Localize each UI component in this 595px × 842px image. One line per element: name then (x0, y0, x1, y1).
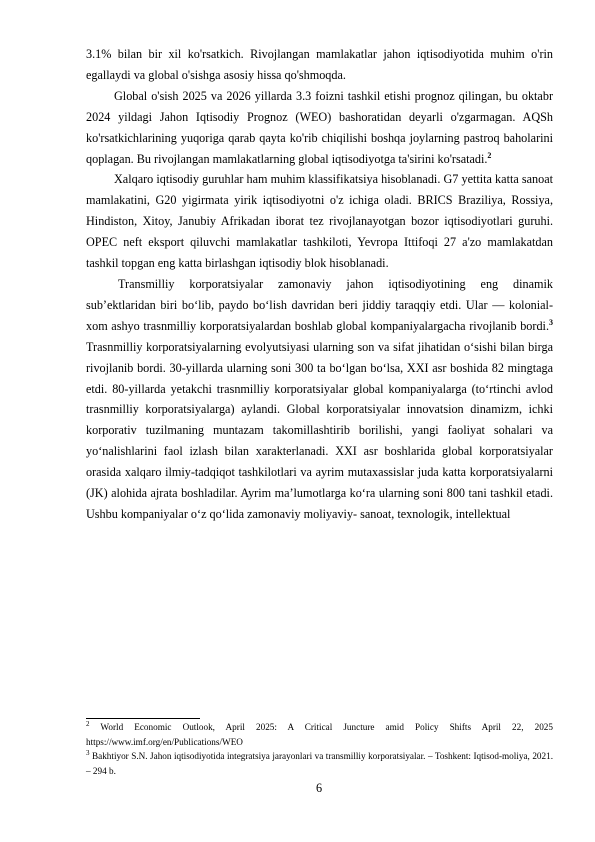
footnote-number: 3 (86, 749, 90, 757)
footnote-number: 2 (86, 720, 90, 728)
footnote-text: World Economic Outlook, April 2025: A Critical Juncture amid Policy Shifts April 22, 2025 https://www.imf.org/en/Publications/WEO (86, 722, 553, 747)
paragraph-global-growth (86, 86, 553, 170)
paragraph-text: 3.1% bilan bir xil ko'rsatkich. Rivojlangan mamlakatlar jahon iqtisodiyotida muhim o'rin egallaydi va global o'sishga asosiy hissa qo'shmoqda. (86, 47, 553, 82)
footnote-ref-2[interactable]: 2 (487, 150, 492, 160)
paragraph-text: Xalqaro iqtisodiy guruhlar ham muhim klassifikatsiya hisoblanadi. G7 yettita katta sanoat mamlakatini, G20 yigirmata yirik iqtisodiyotni o'z ichiga oladi. BRICS Braziliya, Rossiya, Hindiston, Xitoy, Janubiy Afrikadan iborat tez rivojlanayotgan bozor iqtisodiyotlari guruhi. OPEC neft eksport qiluvchi mamlakatlar tashkiloti, Yevropa Ittifoqi 27 a'zo mamlakatdan tashkil topgan eng katta birlashgan iqtisodiy blok hisoblanadi. (86, 172, 553, 271)
paragraph-tnc (86, 274, 553, 525)
paragraph-text: Global o'sish 2025 va 2026 yillarda 3.3 foizni tashkil etishi prognoz qilingan, bu oktabr 2024 yildagi Jahon Iqtisodiy Prognoz (WEO) bashoratidan deyarli o'zgarmagan. AQSh ko'rsatkichlarining yuqoriga qarab qayta ko'rib chiqilishi boshqa joylarning pastroq baholarini qoplagan. Bu rivojlangan mamlakatlarning global iqtisodiyotga ta'sirini ko'rsatadi. (86, 88, 553, 166)
paragraph-text: Trasnmilliy korporatsiyalarning evolyutsiyasi ularning son va sifat jihatidan o‘sishi bilan birga rivojlanib bordi. 30-yillarda ularning soni 300 ta bo‘lgan bo‘lsa, XXI asr boshida 82 mingtaga etdi. 80-yillarda yetakchi trasnmilliy korporatsiyalar global kompaniyalarga (to‘rtinchi avlod trasnmilliy korporatsiyalarga) aylandi. Global korporatsiyalar innovatsion dinamizm, ichki korporativ tuzilmaning muntazam takomillashtirib borilishi, yangi faoliyat sohalari va yo‘nalishlarini faol izlash bilan xarakterlanadi. XXI asr boshlarida global korporatsiyalar orasida xalqaro ilmiy-tadqiqot tashkilotlari va ayrim mutaxassislar juda katta korporatsiyalarni (JK) alohida ajrata boshladilar. Ayrim ma’lumotlarga ko‘ra ularning soni 800 tani tashkil etadi. Ushbu kompaniyalar o‘z qo‘lida zamonaviy moliyaviy- sanoat, texnologik, intellektual (86, 339, 553, 521)
footnote-2 (86, 720, 553, 749)
page-number: 6 (315, 781, 323, 795)
body-text (86, 44, 553, 525)
footnote-text: Bakhtiyor S.N. Jahon iqtisodiyotida integratsiya jarayonlari va transmilliy korporatsiyalar. – Toshkent: Iqtisod-moliya, 2021. – 294 b. (86, 751, 554, 776)
footnote-ref-3[interactable]: 3 (549, 317, 553, 327)
paragraph-text: Transmilliy korporatsiyalar zamonaviy jahon iqtisodiyotining eng dinamik sub’ektlaridan biri bo‘lib, paydo bo‘lish davridan beri jiddiy taraqqiy etdi. Ular — kolonial-xom ashyo trasnmilliy korporatsiyalardan boshlab global kompaniyalargacha rivojlanib bordi. (86, 276, 553, 333)
footnote-separator (86, 718, 200, 719)
paragraph-economic-groups (86, 169, 553, 274)
paragraph-continuation (86, 44, 553, 86)
footnote-3 (86, 749, 553, 778)
footnotes (86, 720, 553, 778)
